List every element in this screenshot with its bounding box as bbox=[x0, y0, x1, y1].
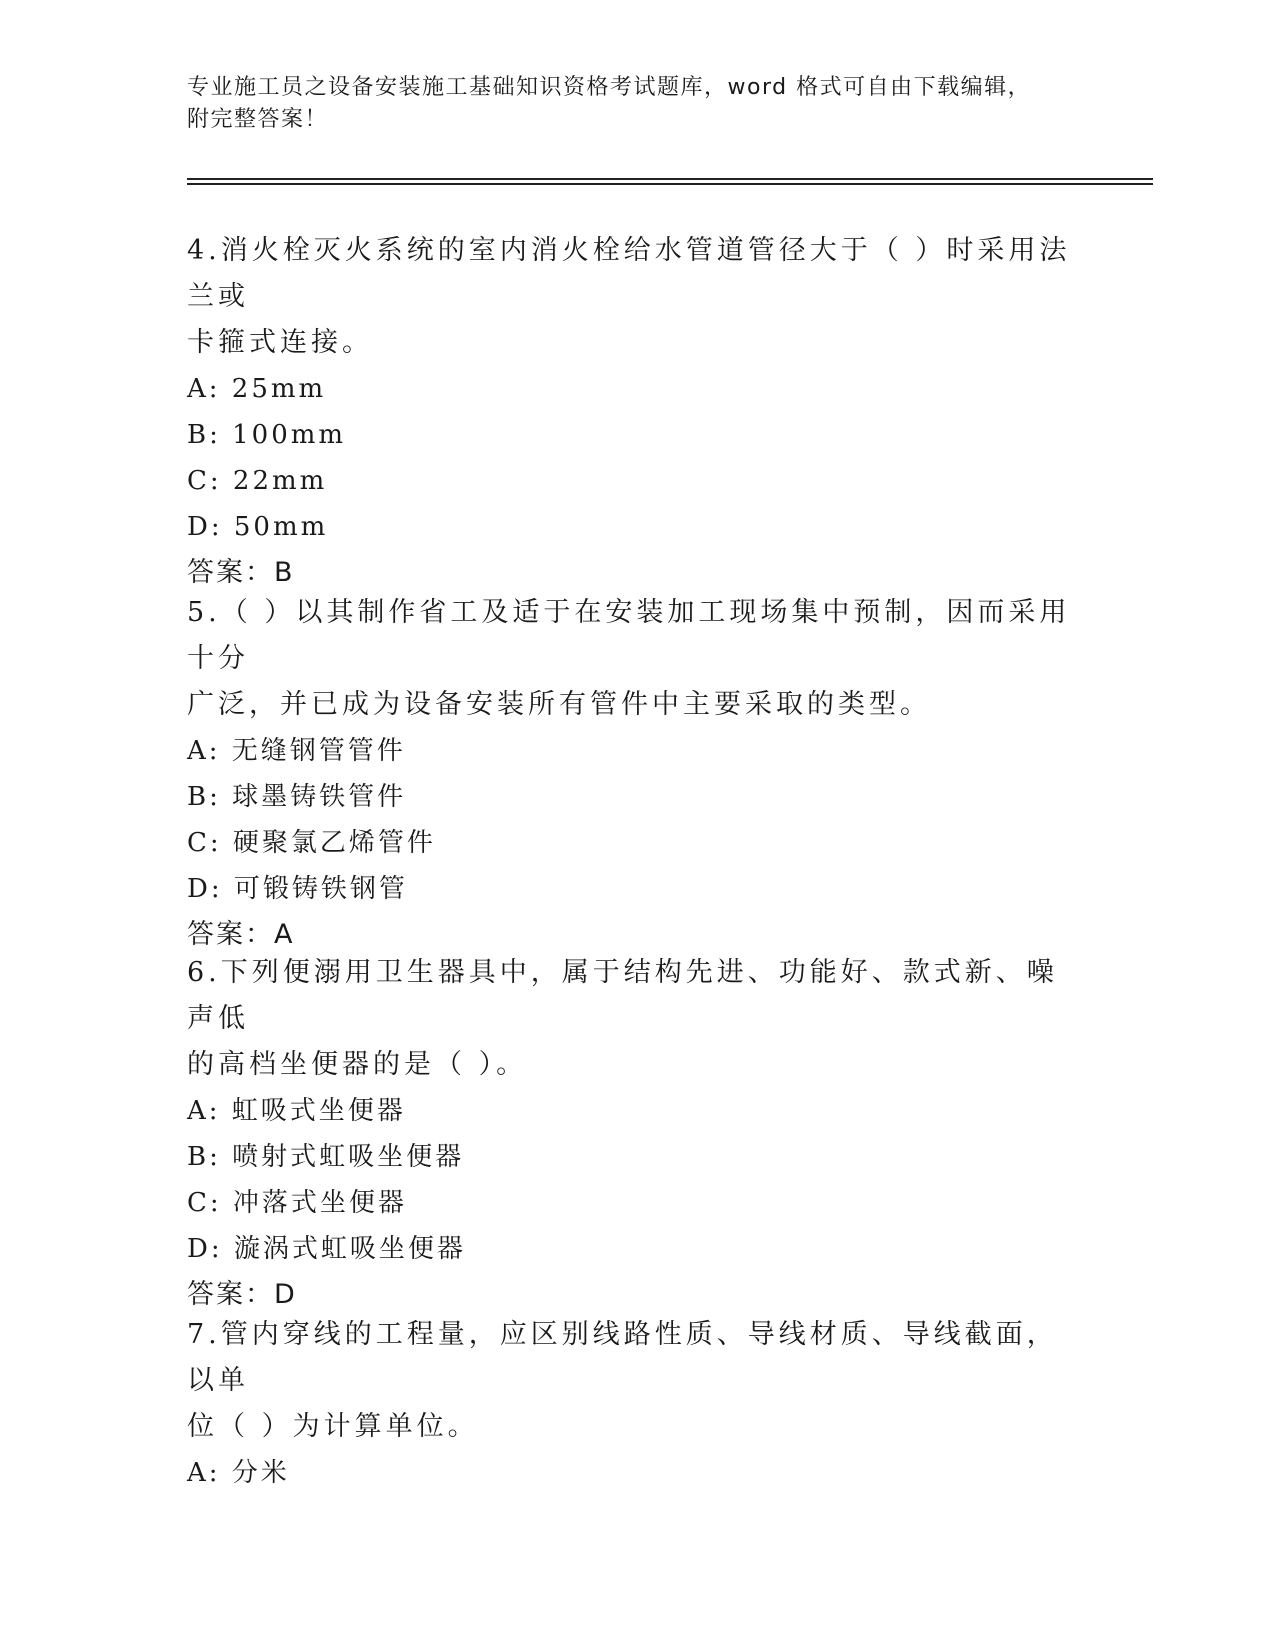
question-7 bbox=[187, 1312, 1077, 1496]
option-a: A: 虹吸式坐便器 bbox=[187, 1096, 406, 1126]
answer: 答案：B bbox=[187, 557, 295, 588]
answer: 答案：D bbox=[187, 1279, 297, 1310]
question-stem-line: 4.消火栓灭火系统的室内消火栓给水管道管径大于（ ）时采用法兰或 bbox=[187, 235, 1071, 312]
option-b: B: 喷射式虹吸坐便器 bbox=[187, 1142, 465, 1172]
option-d: D: 50mm bbox=[187, 512, 329, 542]
question-stem-line: 卡箍式连接。 bbox=[187, 327, 373, 358]
question-stem-line: 6.下列便溺用卫生器具中，属于结构先进、功能好、款式新、噪声低 bbox=[187, 957, 1058, 1034]
question-stem-line: 7.管内穿线的工程量，应区别线路性质、导线材质、导线截面，以单 bbox=[187, 1319, 1058, 1396]
answer: 答案：A bbox=[187, 919, 295, 950]
option-b: B: 100mm bbox=[187, 420, 347, 450]
option-d: D: 漩涡式虹吸坐便器 bbox=[187, 1234, 466, 1264]
header-line-2: 附完整答案！ bbox=[187, 107, 329, 132]
question-6 bbox=[187, 950, 1077, 1318]
document-header bbox=[187, 72, 1077, 136]
question-4 bbox=[187, 228, 1077, 596]
option-a: A: 分米 bbox=[187, 1458, 290, 1488]
option-a: A: 25mm bbox=[187, 374, 327, 404]
option-c: C: 冲落式坐便器 bbox=[187, 1188, 407, 1218]
header-divider-top bbox=[187, 178, 1153, 180]
header-divider-bottom bbox=[187, 183, 1153, 185]
option-a: A: 无缝钢管管件 bbox=[187, 736, 406, 766]
question-5 bbox=[187, 590, 1077, 958]
question-stem-line: 的高档坐便器的是（ ）。 bbox=[187, 1049, 528, 1080]
question-stem-line: 位（ ）为计算单位。 bbox=[187, 1411, 479, 1442]
option-b: B: 球墨铸铁管件 bbox=[187, 782, 407, 812]
option-d: D: 可锻铸铁钢管 bbox=[187, 874, 408, 904]
question-stem-line: 广泛，并已成为设备安装所有管件中主要采取的类型。 bbox=[187, 689, 931, 720]
option-c: C: 硬聚氯乙烯管件 bbox=[187, 828, 436, 858]
option-c: C: 22mm bbox=[187, 466, 328, 496]
question-stem-line: 5.（ ）以其制作省工及适于在安装加工现场集中预制，因而采用十分 bbox=[187, 597, 1071, 674]
header-line-1: 专业施工员之设备安装施工基础知识资格考试题库，word 格式可自由下载编辑， bbox=[187, 75, 1032, 100]
